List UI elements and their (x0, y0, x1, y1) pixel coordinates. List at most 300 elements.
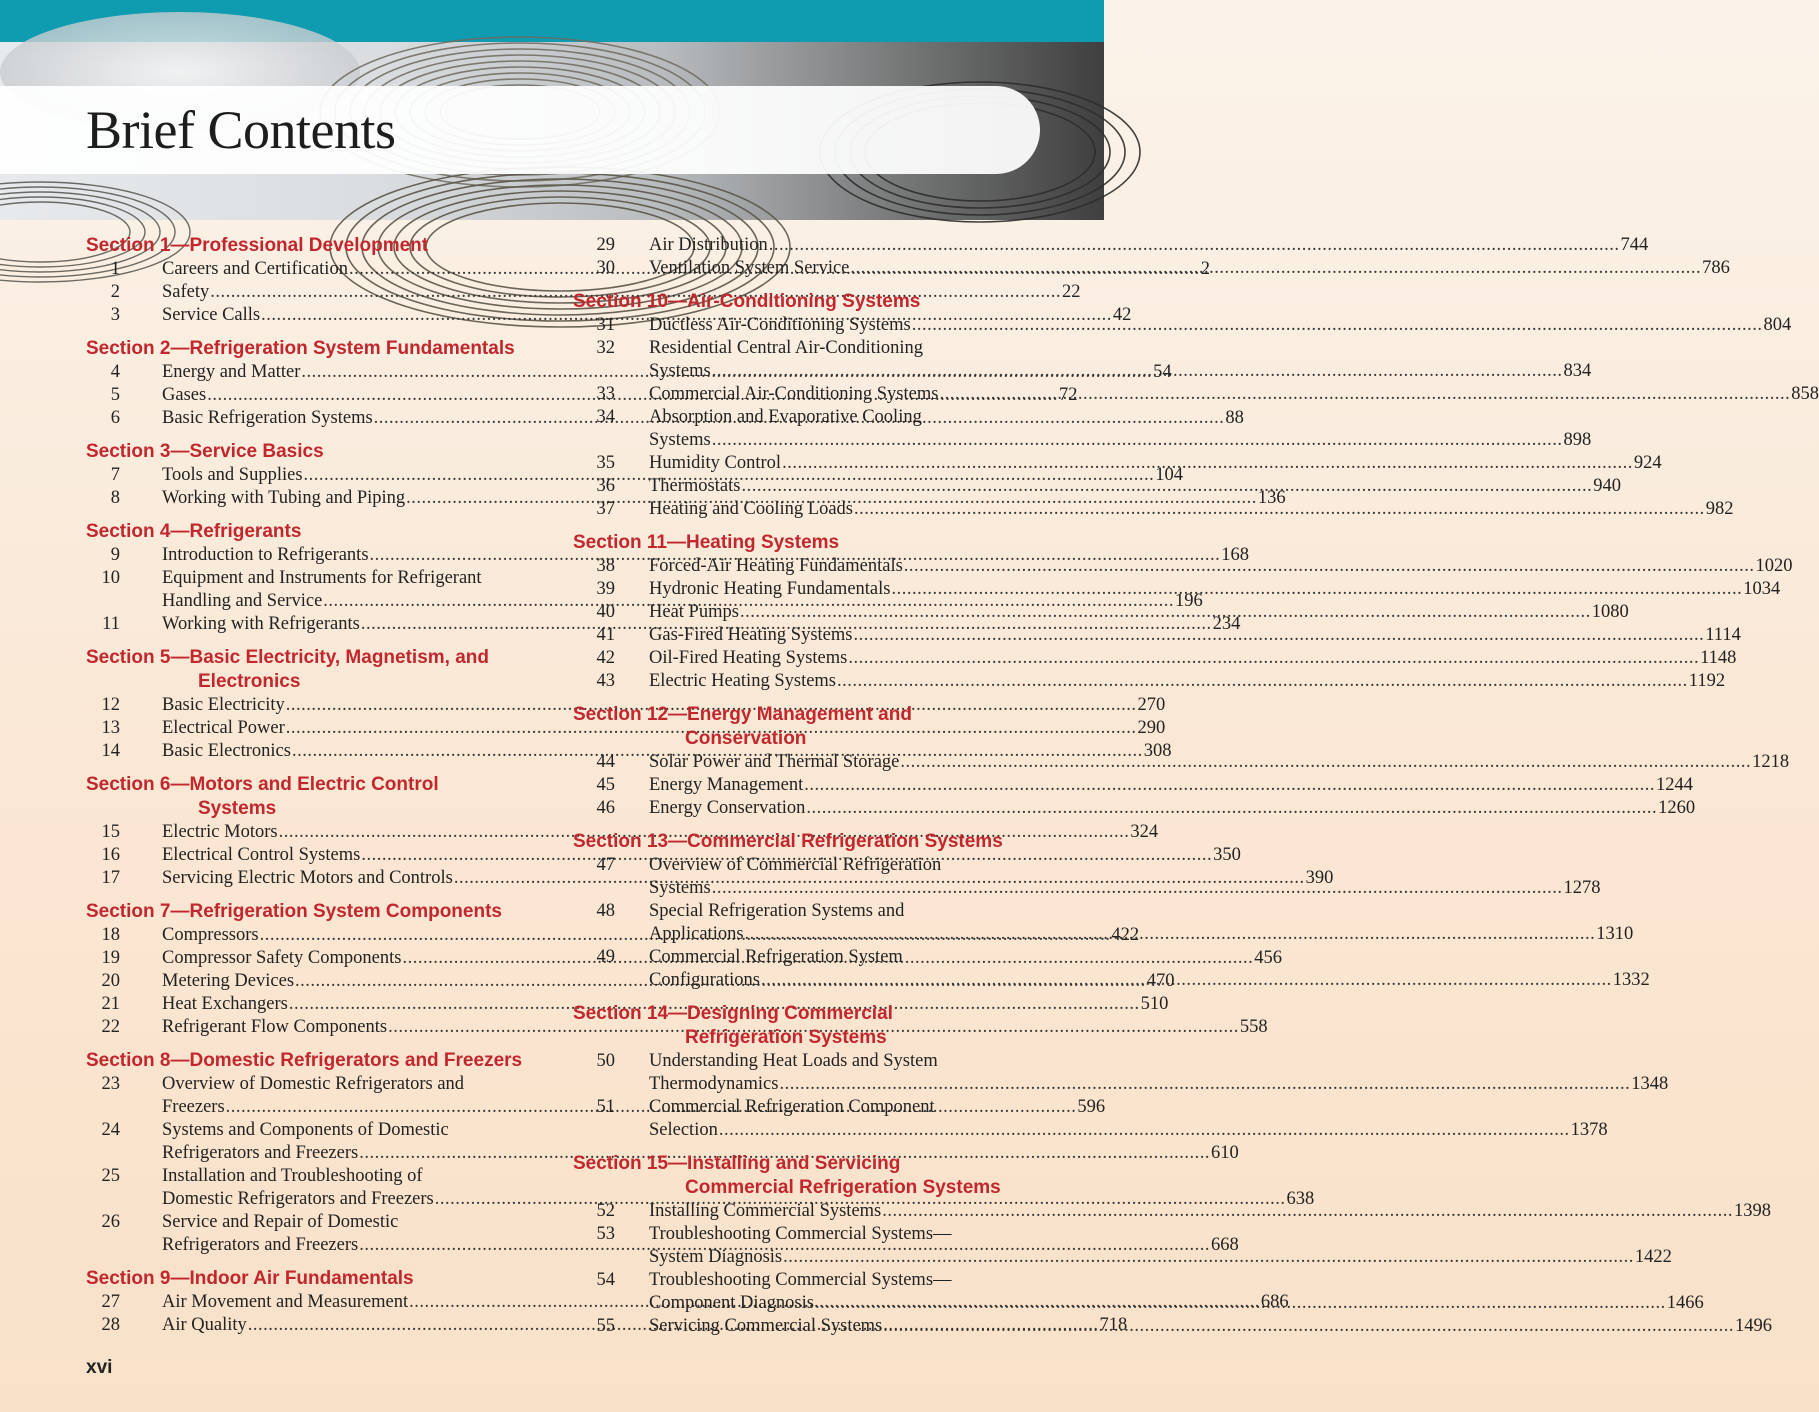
chapter-title-line: Installing Commercial Systems (649, 1201, 882, 1221)
chapter-number: 53 (596, 1224, 615, 1244)
chapter-title (649, 555, 1793, 578)
section-heading (573, 1002, 1029, 1050)
page-title: Brief Contents (86, 100, 396, 160)
dot-leader (837, 670, 1688, 693)
chapter-number: 4 (110, 362, 120, 382)
section-heading-line: Section 6—Motors and Electric Control (86, 774, 439, 795)
chapter-page-number: 1310 (1596, 924, 1634, 944)
chapter-title-line: Basic Refrigeration Systems (162, 408, 373, 428)
chapter-title-line: Electric Motors (162, 822, 278, 842)
dot-leader (712, 877, 1563, 900)
chapter-number: 55 (596, 1316, 615, 1336)
chapter-title-line: Installation and Troubleshooting of (162, 1166, 423, 1186)
chapter-title-line: Selection (649, 1120, 718, 1140)
chapter-number: 7 (110, 465, 120, 485)
dot-leader (904, 555, 1755, 578)
chapter-page-number: 834 (1563, 361, 1592, 381)
chapter-page-number: 668 (1210, 1235, 1239, 1255)
chapter-title (649, 578, 1780, 601)
chapter-page-number: 2 (1200, 259, 1210, 279)
dot-leader (891, 578, 1742, 601)
chapter-number: 34 (596, 407, 615, 427)
chapter-page-number: 1114 (1705, 625, 1741, 645)
section-heading (86, 337, 542, 361)
chapter-number: 47 (596, 855, 615, 875)
chapter-page-number: 234 (1212, 614, 1241, 634)
chapter-title-line: Heat Exchangers (162, 994, 288, 1014)
chapter-number: 32 (596, 338, 615, 358)
chapter-title (649, 751, 1789, 774)
chapter-title-line: Compressors (162, 925, 259, 945)
chapter-number: 15 (101, 822, 120, 842)
chapter-title-line: Commercial Refrigeration System (649, 947, 903, 967)
chapter-title-last-line (649, 429, 1591, 452)
chapter-page-number: 718 (1099, 1315, 1128, 1335)
dot-leader (782, 452, 1633, 475)
chapter-title-last-line (649, 774, 1693, 797)
section-heading-line: Section 2—Refrigeration System Fundamentals (86, 338, 515, 359)
chapter-title-line: Service and Repair of Domestic (162, 1212, 399, 1232)
chapter-title-line: Special Refrigeration Systems and (649, 901, 905, 921)
chapter-number: 24 (101, 1120, 120, 1140)
chapter-title (649, 900, 1633, 946)
chapter-number: 17 (101, 868, 120, 888)
chapter-title (649, 1269, 1704, 1315)
section-heading-line: Refrigeration Systems (685, 1027, 887, 1048)
section-heading (573, 290, 1029, 314)
chapter-entry[interactable] (573, 1050, 1669, 1096)
chapter-title-line: Basic Electricity (162, 695, 285, 715)
chapter-title-line: Overview of Commercial Refrigeration (649, 855, 942, 875)
chapter-title (649, 314, 1791, 337)
chapter-entry[interactable] (573, 257, 1730, 280)
chapter-title-line: System Diagnosis (649, 1247, 783, 1267)
chapter-title-line: Absorption and Evaporative Cooling (649, 407, 922, 427)
section-heading-line: Section 10—Air-Conditioning Systems (573, 291, 921, 312)
chapter-number: 42 (596, 648, 615, 668)
chapter-title-line: Ventilation System Service (649, 258, 850, 278)
section-heading (573, 830, 1029, 854)
chapter-title (649, 1096, 1608, 1142)
chapter-title (649, 624, 1741, 647)
dot-leader (912, 314, 1763, 337)
chapter-title-line: Understanding Heat Loads and System (649, 1051, 938, 1071)
chapter-title-line: Systems (649, 361, 711, 381)
dot-leader (939, 383, 1790, 406)
section-heading (573, 703, 1029, 751)
chapter-number: 37 (596, 499, 615, 519)
chapter-title-last-line (649, 624, 1741, 647)
chapter-number: 9 (110, 545, 120, 565)
chapter-title-last-line (649, 555, 1793, 578)
chapter-title-line: Electric Heating Systems (649, 671, 837, 691)
chapter-title-line: Energy Management (649, 775, 804, 795)
chapter-title-line: Troubleshooting Commercial Systems— (649, 1270, 952, 1290)
chapter-title-line: Systems and Components of Domestic (162, 1120, 449, 1140)
chapter-number: 41 (596, 625, 615, 645)
chapter-title-line: Working with Refrigerants (162, 614, 360, 634)
chapter-title-line: Compressor Safety Components (162, 948, 402, 968)
chapter-title (649, 257, 1730, 280)
chapter-title-last-line (649, 314, 1791, 337)
section-heading (86, 773, 542, 821)
chapter-title-last-line (649, 257, 1730, 280)
section-heading-line: Section 7—Refrigeration System Components (86, 901, 502, 922)
chapter-number: 27 (101, 1292, 120, 1312)
chapter-number: 18 (101, 925, 120, 945)
chapter-title-last-line (649, 923, 1633, 946)
chapter-number: 8 (110, 488, 120, 508)
chapter-page-number: 510 (1140, 994, 1169, 1014)
dot-leader (806, 797, 1657, 820)
chapter-title-line: Servicing Electric Motors and Controls (162, 868, 453, 888)
chapter-title-line: Oil-Fired Heating Systems (649, 648, 848, 668)
chapter-title-line: Humidity Control (649, 453, 782, 473)
chapter-title (649, 452, 1662, 475)
chapter-title-line: Introduction to Refrigerants (162, 545, 369, 565)
dot-leader (769, 234, 1620, 257)
chapter-title-last-line (649, 601, 1629, 624)
chapter-title-line: Freezers (162, 1097, 225, 1117)
chapter-title (649, 647, 1736, 670)
chapter-title-line: Systems (649, 430, 711, 450)
chapter-title-line: Residential Central Air-Conditioning (649, 338, 924, 358)
section-heading-line: Section 4—Refrigerants (86, 521, 302, 542)
chapter-page-number: 610 (1210, 1143, 1239, 1163)
section-heading-line: Section 8—Domestic Refrigerators and Freezers (86, 1050, 523, 1071)
chapter-title-line: Gas-Fired Heating Systems (649, 625, 853, 645)
chapter-title-line: Careers and Certification (162, 259, 348, 279)
chapter-page-number: 456 (1254, 948, 1282, 968)
chapter-page-number: 1378 (1570, 1120, 1608, 1140)
chapter-page-number: 196 (1175, 591, 1203, 611)
chapter-number: 48 (596, 901, 615, 921)
chapter-number: 21 (101, 994, 120, 1014)
chapter-title-line: Refrigerators and Freezers (162, 1235, 359, 1255)
dot-leader (804, 774, 1655, 797)
chapter-page-number: 390 (1305, 868, 1334, 888)
chapter-number: 12 (101, 695, 120, 715)
section-heading (86, 900, 542, 924)
chapter-title (649, 475, 1621, 498)
chapter-page-number: 1496 (1735, 1316, 1773, 1336)
chapter-title-last-line (649, 670, 1725, 693)
chapter-number: 44 (596, 752, 615, 772)
contents-section (573, 234, 1730, 280)
chapter-title-line: Servicing Commercial Systems (649, 1316, 883, 1336)
section-heading (86, 646, 542, 694)
chapter-page-number: 1260 (1658, 798, 1696, 818)
chapter-title (649, 1315, 1772, 1338)
chapter-title-line: Forced-Air Heating Fundamentals (649, 556, 903, 576)
chapter-title-last-line (649, 969, 1650, 992)
chapter-page-number: 924 (1633, 453, 1662, 473)
chapter-page-number: 54 (1153, 362, 1172, 382)
chapter-title-line: Troubleshooting Commercial Systems— (649, 1224, 952, 1244)
chapter-title-last-line (649, 1246, 1672, 1269)
chapter-title-line: Systems (649, 878, 711, 898)
chapter-number: 30 (596, 258, 615, 278)
section-heading-line: Section 3—Service Basics (86, 441, 324, 462)
chapter-number: 10 (101, 568, 120, 588)
chapter-title-last-line (649, 751, 1789, 774)
chapter-page-number: 1398 (1734, 1201, 1772, 1221)
chapter-page-number: 940 (1593, 476, 1621, 496)
chapter-number: 49 (596, 947, 615, 967)
chapter-number: 26 (101, 1212, 120, 1232)
chapter-page-number: 136 (1257, 488, 1286, 508)
section-heading-line: Section 1—Professional Development (86, 235, 429, 256)
chapter-entry[interactable] (573, 1200, 1772, 1223)
chapter-title-line: Service Calls (162, 305, 261, 325)
chapter-page-number: 982 (1705, 499, 1734, 519)
dot-leader (761, 969, 1612, 992)
chapter-page-number: 88 (1225, 408, 1244, 428)
chapter-page-number: 1148 (1700, 648, 1737, 668)
section-heading-line: Systems (198, 798, 277, 819)
chapter-title (649, 946, 1650, 992)
chapter-page-number: 308 (1143, 741, 1172, 761)
chapter-page-number: 72 (1058, 385, 1078, 405)
chapter-entry[interactable] (573, 774, 1694, 797)
section-heading-line: Section 5—Basic Electricity, Magnetism, and (86, 647, 489, 668)
dot-leader (848, 647, 1699, 670)
chapter-title-line: Heating and Cooling Loads (649, 499, 853, 519)
chapter-page-number: 638 (1286, 1189, 1315, 1209)
chapter-page-number: 744 (1620, 235, 1649, 255)
chapter-number: 52 (596, 1201, 615, 1221)
chapter-title-line: Solar Power and Thermal Storage (649, 752, 900, 772)
chapter-number: 16 (101, 845, 120, 865)
chapter-title-line: Component Diagnosis (649, 1293, 814, 1313)
chapter-title-line: Refrigerant Flow Components (162, 1017, 388, 1037)
section-heading (86, 1267, 542, 1291)
chapter-entry[interactable] (573, 234, 1649, 257)
chapter-title-line: Basic Electronics (162, 741, 291, 761)
chapter-title-last-line (649, 234, 1648, 257)
chapter-title-last-line (649, 1073, 1668, 1096)
chapter-number: 40 (596, 602, 615, 622)
chapter-title-last-line (649, 1200, 1771, 1223)
chapter-entry[interactable] (573, 670, 1726, 693)
chapter-title-line: Air Distribution (649, 235, 768, 255)
dot-leader (854, 498, 1705, 521)
chapter-title (649, 670, 1725, 693)
chapter-page-number: 1218 (1752, 752, 1790, 772)
chapter-title-line: Safety (162, 282, 210, 302)
chapter-page-number: 786 (1702, 258, 1730, 278)
dot-leader (745, 923, 1596, 946)
chapter-page-number: 350 (1213, 845, 1241, 865)
section-heading (86, 440, 542, 464)
section-heading-line: Section 11—Heating Systems (573, 532, 840, 553)
chapter-title-last-line (649, 578, 1780, 601)
chapter-number: 19 (101, 948, 120, 968)
dot-leader (779, 1073, 1630, 1096)
chapter-title-line: Electrical Power (162, 718, 285, 738)
chapter-number: 33 (596, 384, 615, 404)
chapter-title (649, 1050, 1668, 1096)
chapter-number: 22 (101, 1017, 120, 1037)
chapter-title-line: Thermodynamics (649, 1074, 779, 1094)
section-heading (86, 520, 542, 544)
chapter-title-last-line (649, 1315, 1772, 1338)
chapter-title-line: Ductless Air-Conditioning Systems (649, 315, 911, 335)
chapter-page-number: 1422 (1634, 1247, 1672, 1267)
chapter-page-number: 1080 (1591, 602, 1629, 622)
chapter-title-last-line (649, 1119, 1608, 1142)
dot-leader (719, 1119, 1570, 1142)
chapter-number: 31 (596, 315, 615, 335)
chapter-title (649, 498, 1733, 521)
chapter-number: 39 (596, 579, 615, 599)
chapter-number: 20 (101, 971, 120, 991)
chapter-page-number: 1332 (1612, 970, 1650, 990)
chapter-title-last-line (649, 475, 1621, 498)
chapter-page-number: 22 (1062, 282, 1081, 302)
chapter-number: 54 (596, 1270, 615, 1290)
chapter-title-line: Handling and Service (162, 591, 323, 611)
section-heading-line: Section 12—Energy Management and (573, 704, 912, 725)
chapter-page-number: 558 (1239, 1017, 1268, 1037)
chapter-number: 6 (110, 408, 120, 428)
chapter-title-last-line (649, 1292, 1704, 1315)
chapter-page-number: 168 (1221, 545, 1250, 565)
section-heading (573, 1152, 1029, 1200)
chapter-title (649, 601, 1629, 624)
chapter-title-line: Working with Tubing and Piping (162, 488, 406, 508)
chapter-page-number: 290 (1137, 718, 1166, 738)
chapter-title-line: Configurations (649, 970, 760, 990)
chapter-number: 3 (110, 305, 120, 325)
chapter-title-line: Energy and Matter (162, 362, 301, 382)
chapter-title (649, 383, 1819, 406)
chapter-title-line: Air Movement and Measurement (162, 1292, 409, 1312)
chapter-title-last-line (649, 498, 1733, 521)
chapter-page-number: 596 (1077, 1097, 1106, 1117)
chapter-number: 23 (101, 1074, 120, 1094)
chapter-page-number: 470 (1146, 971, 1175, 991)
dot-leader (712, 360, 1563, 383)
chapter-number: 25 (101, 1166, 120, 1186)
chapter-page-number: 324 (1130, 822, 1159, 842)
dot-leader (883, 1315, 1734, 1338)
section-heading-line: Section 9—Indoor Air Fundamentals (86, 1268, 414, 1289)
chapter-page-number: 1278 (1563, 878, 1601, 898)
dot-leader (850, 257, 1701, 280)
chapter-number: 5 (110, 385, 120, 405)
chapter-title-last-line (649, 797, 1695, 820)
chapter-title-line: Applications (649, 924, 744, 944)
page-number: xvi (86, 1357, 113, 1378)
dot-leader (900, 751, 1751, 774)
chapter-title-line: Electrical Control Systems (162, 845, 361, 865)
chapter-page-number: 804 (1763, 315, 1792, 335)
chapter-page-number: 270 (1137, 695, 1166, 715)
chapter-title-last-line (649, 360, 1591, 383)
chapter-title-line: Energy Conservation (649, 798, 806, 818)
chapter-number: 14 (101, 741, 120, 761)
chapter-title (649, 854, 1600, 900)
chapter-page-number: 858 (1791, 384, 1819, 404)
section-heading (86, 234, 542, 258)
chapter-number: 13 (101, 718, 120, 738)
chapter-page-number: 1244 (1656, 775, 1694, 795)
chapter-page-number: 1034 (1743, 579, 1781, 599)
dot-leader (783, 1246, 1634, 1269)
chapter-title-line: Refrigerators and Freezers (162, 1143, 359, 1163)
chapter-page-number: 686 (1260, 1292, 1289, 1312)
section-heading (86, 1049, 542, 1073)
chapter-title (649, 1200, 1771, 1223)
chapter-entry[interactable] (573, 647, 1737, 670)
chapter-title-line: Thermostats (649, 476, 741, 496)
chapter-title-line: Tools and Supplies (162, 465, 303, 485)
chapter-title-last-line (649, 647, 1736, 670)
dot-leader (853, 624, 1704, 647)
chapter-page-number: 104 (1155, 465, 1184, 485)
chapter-title-line: Gases (162, 385, 207, 405)
dot-leader (741, 475, 1592, 498)
chapter-title (649, 234, 1648, 257)
chapter-page-number: 1192 (1688, 671, 1726, 691)
chapter-title-line: Hydronic Heating Fundamentals (649, 579, 891, 599)
chapter-number: 2 (110, 282, 120, 302)
chapter-number: 50 (596, 1051, 615, 1071)
chapter-title-line: Air Quality (162, 1315, 247, 1335)
chapter-title-last-line (649, 452, 1662, 475)
chapter-page-number: 422 (1111, 925, 1140, 945)
chapter-title (649, 337, 1591, 383)
chapter-entry[interactable] (573, 797, 1696, 820)
chapter-number: 1 (110, 259, 120, 279)
chapter-title-last-line (649, 383, 1819, 406)
chapter-number: 38 (596, 556, 615, 576)
section-heading-line: Electronics (198, 671, 301, 692)
chapter-title-line: Commercial Air-Conditioning Systems (649, 384, 939, 404)
chapter-page-number: 1466 (1666, 1293, 1704, 1313)
chapter-number: 45 (596, 775, 615, 795)
section-heading-line: Section 15—Installing and Servicing (573, 1153, 901, 1174)
chapter-title-line: Domestic Refrigerators and Freezers (162, 1189, 434, 1209)
chapter-title-line: Commercial Refrigeration Component (649, 1097, 935, 1117)
chapter-number: 35 (596, 453, 615, 473)
chapter-title-line: Metering Devices (162, 971, 295, 991)
chapter-page-number: 898 (1563, 430, 1592, 450)
dot-leader (740, 601, 1591, 624)
dot-leader (815, 1292, 1666, 1315)
dot-leader (712, 429, 1563, 452)
chapter-title-line: Equipment and Instruments for Refrigerant (162, 568, 482, 588)
chapter-page-number: 1020 (1755, 556, 1793, 576)
chapter-number: 43 (596, 671, 615, 691)
chapter-number: 36 (596, 476, 615, 496)
chapter-title (649, 406, 1591, 452)
chapter-title (649, 774, 1693, 797)
chapter-title (649, 1223, 1672, 1269)
chapter-title-last-line (649, 877, 1600, 900)
chapter-title-line: Overview of Domestic Refrigerators and (162, 1074, 465, 1094)
dot-leader (882, 1200, 1733, 1223)
chapter-number: 28 (101, 1315, 120, 1335)
chapter-number: 11 (102, 614, 120, 634)
chapter-number: 51 (596, 1097, 615, 1117)
chapter-number: 29 (596, 235, 615, 255)
section-heading-line: Conservation (685, 728, 807, 749)
section-heading-line: Section 13—Commercial Refrigeration Systems (573, 831, 1003, 852)
chapter-title-line: Heat Pumps (649, 602, 739, 622)
chapter-number: 46 (596, 798, 615, 818)
